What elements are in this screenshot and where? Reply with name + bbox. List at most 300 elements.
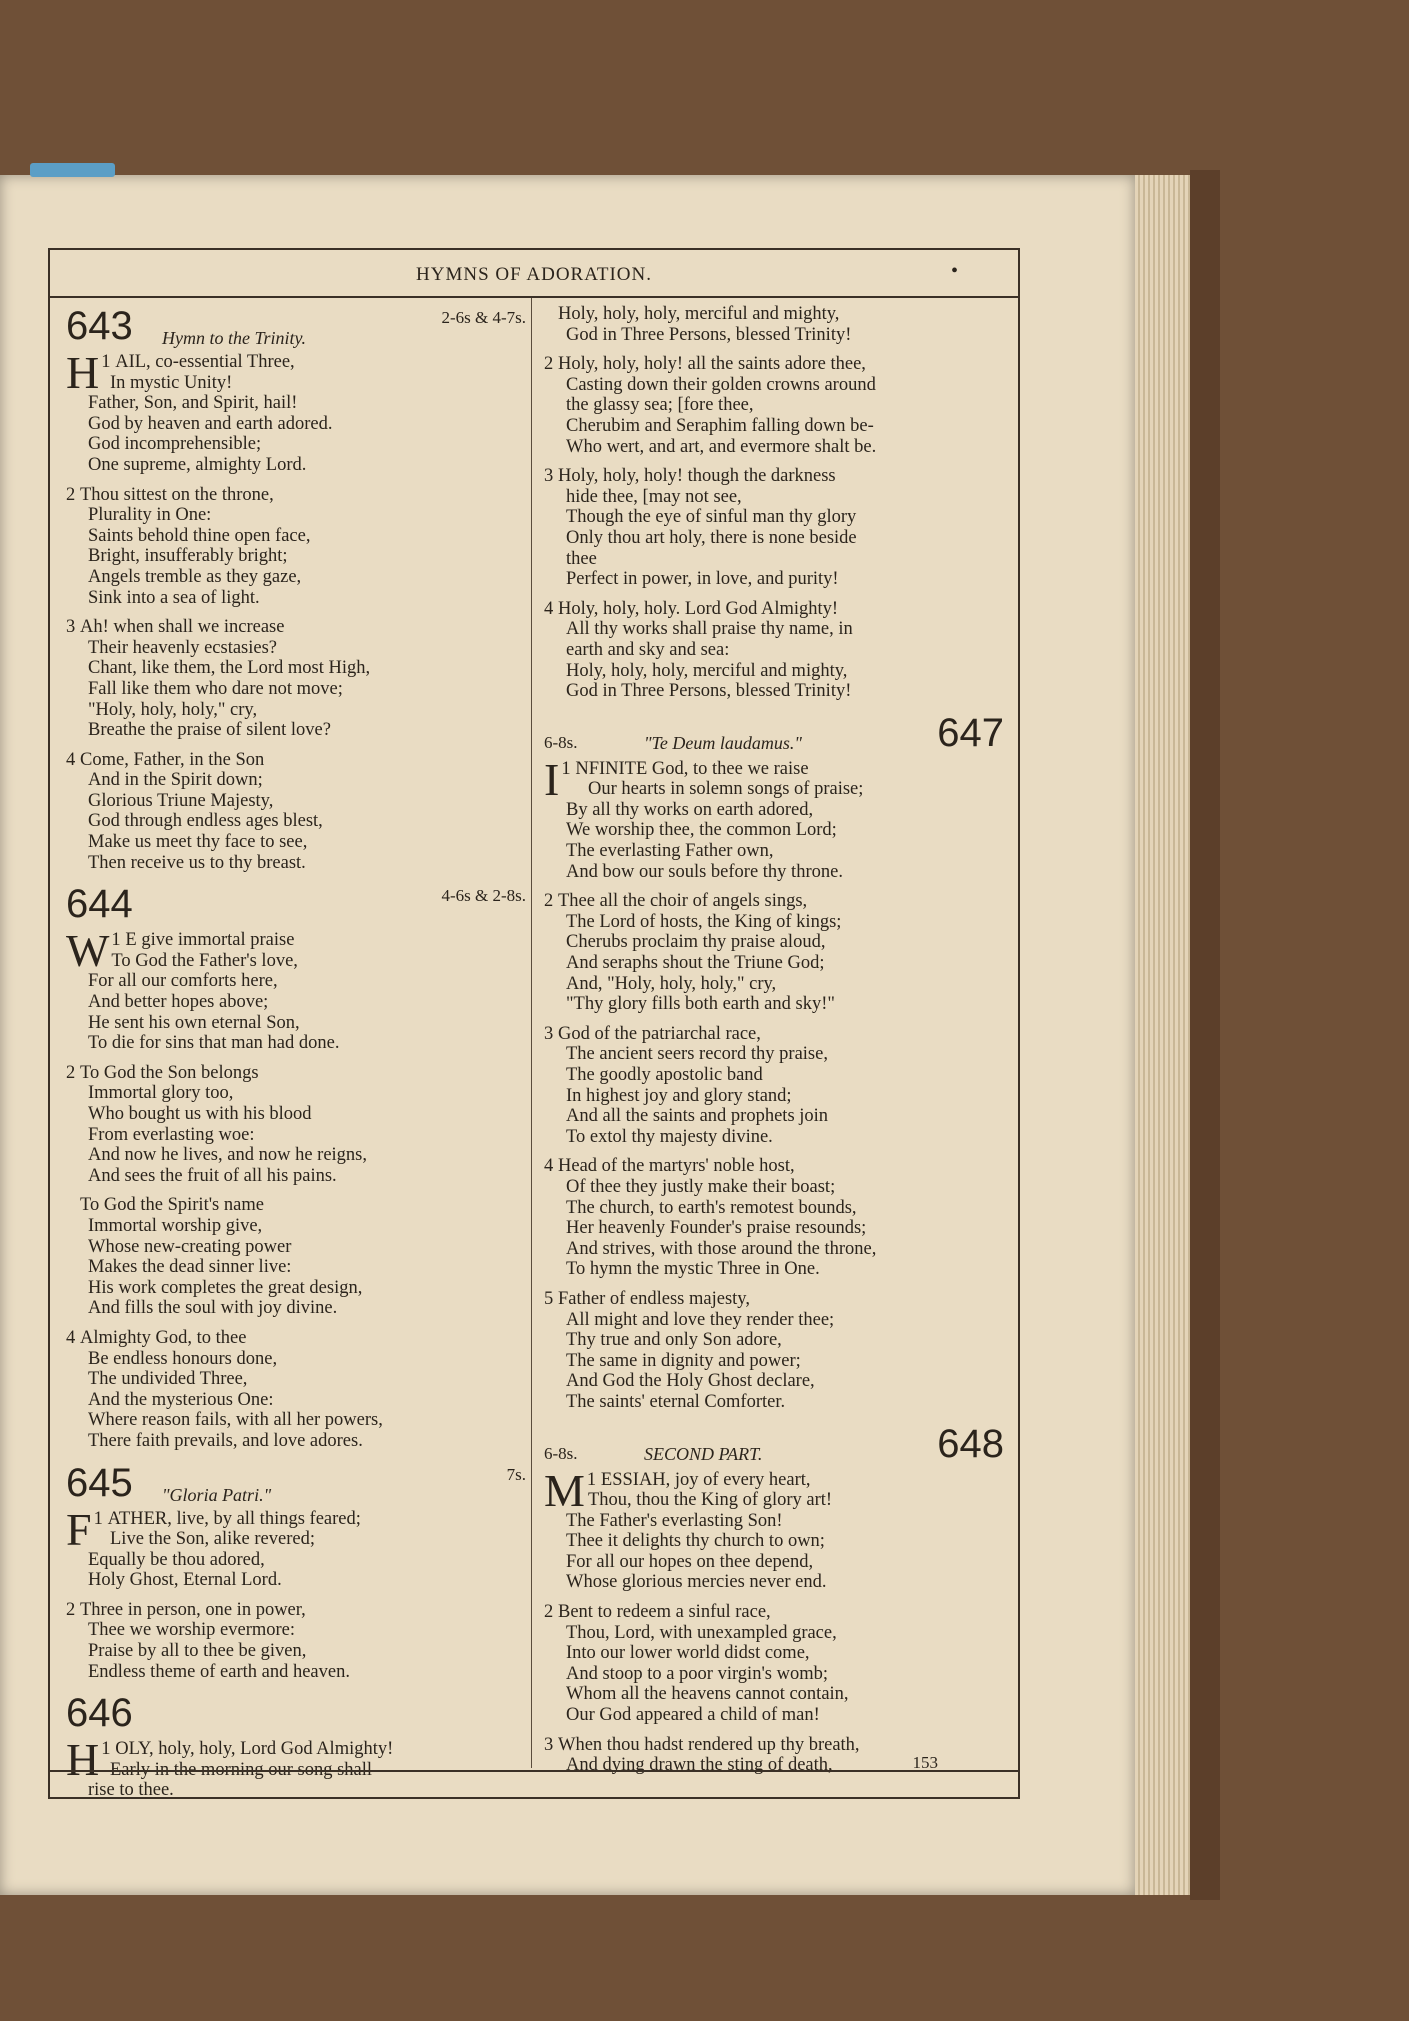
hymn-meter: 6-8s. [544, 1443, 578, 1463]
verse-line [66, 1431, 526, 1452]
verse-text: Of thee they justly make their boast; [566, 1176, 836, 1197]
verse-text: Then receive us to thy breast. [88, 852, 306, 873]
verse-text: Come, Father, in the Son [80, 749, 265, 770]
verse-text: Who wert, and art, and evermore shalt be. [566, 436, 877, 457]
verse-line [544, 1310, 1004, 1331]
verse-text: And God the Holy Ghost declare, [566, 1371, 815, 1392]
verse-line [66, 1166, 526, 1187]
verse-line [66, 750, 526, 771]
verse-text: rise to thee. [88, 1780, 174, 1801]
verse-text: Saints behold thine open face, [88, 525, 311, 546]
verse-text: Live the Son, alike revered; [110, 1529, 315, 1550]
verse-text: To God the Spirit's name [80, 1195, 264, 1216]
hymn-meter: 7s. [506, 1464, 526, 1484]
verse-text: For all our comforts here, [88, 971, 278, 992]
page-edges [1135, 175, 1190, 1895]
verse-text: Holy, holy, holy, merciful and mighty, [566, 660, 848, 681]
stanza-number: 4 [66, 749, 76, 770]
verse-line [544, 1705, 1004, 1726]
drop-capital: M [544, 1464, 585, 1516]
verse-text: Thee all the choir of angels sings, [558, 891, 808, 912]
verse-text: Endless theme of earth and heaven. [88, 1661, 350, 1682]
verse-text: God through endless ages blest, [88, 811, 323, 832]
verse-text: To hymn the mystic Three in One. [566, 1259, 820, 1280]
stanza [544, 599, 1004, 702]
verse-line [544, 619, 1004, 640]
verse-text: Immortal glory too, [88, 1083, 234, 1104]
verse-text: Holy, holy, holy. Lord God Almighty! [558, 598, 839, 619]
hymn-heading [544, 1422, 1004, 1470]
verse-text: And dying drawn the sting of death, [566, 1755, 833, 1776]
verse-line [544, 912, 1004, 933]
verse-line [544, 1371, 1004, 1392]
verse-line [544, 661, 1004, 682]
verse-line [66, 1104, 526, 1125]
verse-text: Breathe the praise of silent love? [88, 720, 331, 741]
verse-line [544, 862, 1004, 883]
verse-line [66, 1620, 526, 1641]
verse-text: In mystic Unity! [110, 372, 233, 393]
left-column [66, 304, 526, 1810]
verse-text: Equally be thou adored, [88, 1549, 265, 1570]
verse-text: AIL, co-essential Three, [115, 352, 295, 372]
verse-line [66, 1063, 526, 1084]
stanza [66, 347, 526, 476]
verse-text: All might and love they render thee; [566, 1309, 835, 1330]
verse-text: The church, to earth's remotest bounds, [566, 1197, 857, 1218]
verse-line [66, 1529, 526, 1550]
verse-line [544, 1177, 1004, 1198]
verse-line [544, 375, 1004, 396]
verse-text: God by heaven and earth adored. [88, 413, 333, 434]
verse-line [66, 1013, 526, 1034]
verse-line [544, 1684, 1004, 1705]
verse-text: And the mysterious One: [88, 1389, 274, 1410]
verse-text: To die for sins that man had done. [88, 1033, 340, 1054]
verse-text: NFINITE God, to thee we raise [575, 758, 809, 779]
verse-text: The goodly apostolic band [566, 1065, 763, 1085]
verse-text: The everlasting Father own, [566, 841, 774, 862]
verse-line [66, 1328, 526, 1349]
verse-text: the glassy sea; [fore thee, [566, 395, 754, 416]
verse-text: Though the eye of sinful man thy glory [566, 507, 857, 528]
stanza-number: 1 [586, 1469, 597, 1490]
stanza [66, 925, 526, 1054]
header-mark: • [950, 260, 958, 282]
verse-line [544, 1490, 1004, 1511]
verse-line [66, 1369, 526, 1390]
verse-text: To extol thy majesty divine. [566, 1126, 773, 1147]
verse-text: And all the saints and prophets join [566, 1106, 829, 1127]
verse-text: Thee it delights thy church to own; [566, 1531, 825, 1552]
verse-line [66, 505, 526, 526]
verse-line [66, 951, 526, 972]
verse-text: By all thy works on earth adored, [566, 799, 814, 820]
stanza [544, 354, 1004, 457]
hymn-number: 643 [66, 304, 133, 348]
verse-text: Bright, insufferably bright; [88, 546, 288, 567]
verse-line [66, 720, 526, 741]
verse-text: Be endless honours done, [88, 1348, 278, 1369]
verse-line [66, 1780, 526, 1801]
page-number: 153 [912, 1753, 938, 1772]
verse-text: And now he lives, and now he reigns, [88, 1145, 367, 1166]
verse-text: Father of endless majesty, [558, 1288, 750, 1309]
verse-line [66, 617, 526, 638]
stanza-number: 3 [544, 1023, 554, 1044]
verse-text: Our God appeared a child of man! [566, 1705, 820, 1726]
verse-line [544, 1198, 1004, 1219]
stanza [544, 304, 1004, 345]
verse-text: Cherubim and Seraphim falling down be- [566, 415, 874, 436]
stanza-number: 1 [93, 1508, 103, 1529]
drop-capital: I [544, 753, 560, 805]
stanza-number: 1 [561, 758, 571, 779]
verse-text: Their heavenly ecstasies? [88, 637, 278, 658]
verse-text: Where reason fails, with all her powers, [88, 1410, 383, 1431]
stanza-number: 2 [544, 891, 554, 912]
verse-text: "Holy, holy, holy," cry, [88, 699, 258, 720]
stanza-number: 2 [544, 1602, 554, 1623]
verse-text: God of the patriarchal race, [558, 1023, 761, 1044]
stanza-number: 3 [544, 466, 554, 487]
verse-line [544, 549, 1004, 570]
verse-line [66, 1237, 526, 1258]
verse-line [544, 1127, 1004, 1148]
verse-text: Head of the martyrs' noble host, [558, 1156, 795, 1177]
verse-line [544, 1106, 1004, 1127]
verse-text: Chant, like them, the Lord most High, [88, 658, 371, 679]
verse-text: The undivided Three, [88, 1369, 248, 1390]
stanza-number: 4 [544, 598, 554, 619]
verse-text: Whose glorious mercies never end. [566, 1572, 827, 1593]
stanza-number: 5 [544, 1288, 554, 1309]
verse-line [544, 395, 1004, 416]
verse-line [66, 393, 526, 414]
verse-text: Almighty God, to thee [80, 1327, 247, 1348]
verse-line [544, 681, 1004, 702]
verse-text: To God the Father's love, [111, 950, 298, 971]
verse-line [66, 770, 526, 791]
verse-line [544, 487, 1004, 508]
right-column [544, 304, 1004, 1785]
verse-line [544, 1531, 1004, 1552]
verse-line [544, 1511, 1004, 1532]
verse-text: Makes the dead sinner live: [88, 1257, 292, 1278]
verse-text: Bent to redeem a sinful race, [558, 1602, 771, 1623]
verse-line [66, 1390, 526, 1411]
verse-text: And, "Holy, holy, holy," cry, [566, 973, 777, 994]
verse-line [66, 1083, 526, 1104]
verse-line [544, 466, 1004, 487]
verse-line [544, 1602, 1004, 1623]
stanza [544, 466, 1004, 590]
drop-capital: H [66, 1734, 100, 1786]
stanza [544, 891, 1004, 1015]
verse-text: Fall like them who dare not move; [88, 678, 343, 699]
verse-line [66, 700, 526, 721]
hymn-title: SECOND PART. [644, 1443, 763, 1464]
verse-text: Glorious Triune Majesty, [88, 790, 274, 811]
verse-line [66, 588, 526, 609]
hymn-number: 648 [937, 1421, 1004, 1466]
verse-text: Three in person, one in power, [80, 1599, 306, 1620]
verse-line [66, 1195, 526, 1216]
column-divider [531, 298, 532, 1768]
hymn-title: Hymn to the Trinity. [162, 328, 306, 348]
verse-text: The saints' eternal Comforter. [566, 1391, 786, 1412]
verse-line [544, 640, 1004, 661]
verse-line [544, 569, 1004, 590]
verse-text: Holy, holy, holy! though the darkness [558, 466, 836, 487]
stanza [66, 485, 526, 609]
verse-line [544, 507, 1004, 528]
verse-text: OLY, holy, holy, Lord God Almighty! [115, 1739, 394, 1760]
verse-text: God incomprehensible; [88, 434, 262, 455]
verse-text: Her heavenly Founder's praise resounds; [566, 1218, 867, 1239]
drop-capital: F [66, 1503, 92, 1555]
verse-line [544, 800, 1004, 821]
verse-line [544, 974, 1004, 995]
bottom-rule [50, 1770, 1018, 1772]
verse-text: In highest joy and glory stand; [566, 1085, 792, 1106]
stanza-number: 2 [66, 1062, 76, 1083]
verse-line [66, 414, 526, 435]
verse-text: Perfect in power, in love, and purity! [566, 569, 839, 590]
verse-line [66, 1216, 526, 1237]
hymn-heading [66, 1691, 526, 1739]
verse-text: The ancient seers record thy praise, [566, 1044, 828, 1065]
verse-text: ATHER, live, by all things feared; [107, 1508, 361, 1529]
verse-text: Angels tremble as they gaze, [88, 566, 302, 587]
verse-line [544, 416, 1004, 437]
verse-line [66, 1298, 526, 1319]
hymn-heading [66, 304, 526, 352]
verse-line [66, 811, 526, 832]
stanza [544, 753, 1004, 883]
verse-text: Plurality in One: [88, 505, 212, 526]
verse-line [66, 1349, 526, 1370]
verse-text: Sink into a sea of light. [88, 587, 260, 608]
verse-line [544, 1392, 1004, 1413]
verse-text: And sees the fruit of all his pains. [88, 1165, 337, 1186]
verse-line [544, 1289, 1004, 1310]
verse-text: We worship thee, the common Lord; [566, 820, 837, 841]
verse-text: God in Three Persons, blessed Trinity! [566, 681, 852, 702]
verse-line [66, 658, 526, 679]
verse-line [544, 1643, 1004, 1664]
verse-line [66, 526, 526, 547]
verse-line [544, 1351, 1004, 1372]
verse-text: Thy true and only Son adore, [566, 1330, 782, 1351]
verse-line [544, 932, 1004, 953]
verse-text: Father, Son, and Spirit, hail! [88, 393, 298, 414]
verse-text: earth and sky and sea: [566, 639, 730, 660]
hymn-heading [544, 711, 1004, 759]
stanza [66, 1600, 526, 1682]
verse-text: Whom all the heavens cannot contain, [566, 1684, 849, 1705]
stanza [66, 1328, 526, 1452]
stanza [544, 1464, 1004, 1594]
verse-text: From everlasting woe: [88, 1124, 255, 1145]
bookmark-ribbon [30, 163, 115, 177]
verse-line [66, 1278, 526, 1299]
verse-text: Holy, holy, holy, merciful and mighty, [558, 304, 840, 324]
verse-text: The Father's everlasting Son! [566, 1510, 783, 1531]
stanza [66, 1195, 526, 1319]
stanza-number: 4 [66, 1327, 76, 1348]
running-header: HYMNS OF ADORATION. [416, 264, 652, 285]
verse-line [66, 1550, 526, 1571]
verse-text: There faith prevails, and love adores. [88, 1430, 363, 1451]
verse-text: And bow our souls before thy throne. [566, 861, 843, 882]
verse-line [544, 1664, 1004, 1685]
stanza [66, 617, 526, 741]
hymn-heading [66, 882, 526, 930]
verse-line [544, 1065, 1004, 1086]
verse-text: Only thou art holy, there is none beside [566, 527, 857, 548]
verse-text: Whose new-creating power [88, 1236, 292, 1257]
drop-capital: H [66, 347, 100, 398]
stanza-number: 4 [544, 1156, 554, 1177]
verse-text: Our hearts in solemn songs of praise; [588, 779, 864, 800]
verse-line [66, 1033, 526, 1054]
verse-text: And fills the soul with joy divine. [88, 1298, 338, 1319]
verse-text: "Thy glory fills both earth and sky!" [566, 994, 835, 1015]
verse-line [544, 1552, 1004, 1573]
verse-text: Holy, holy, holy! all the saints adore thee, [558, 354, 866, 375]
verse-line [66, 992, 526, 1013]
verse-line [66, 1662, 526, 1683]
verse-text: When thou hadst rendered up thy breath, [558, 1734, 860, 1755]
verse-line [66, 485, 526, 506]
hymn-title: "Gloria Patri." [162, 1484, 272, 1505]
stanza-number: 3 [66, 617, 76, 638]
stanza [544, 1289, 1004, 1413]
verse-line [544, 820, 1004, 841]
verse-line [544, 994, 1004, 1015]
hymn-number: 645 [66, 1460, 133, 1505]
verse-line [544, 325, 1004, 346]
verse-line [66, 455, 526, 476]
hymn-heading [66, 1461, 526, 1509]
verse-line [544, 1156, 1004, 1177]
verse-text: And strives, with those around the throne, [566, 1238, 877, 1259]
stanza-number: 2 [544, 354, 554, 375]
verse-text: thee [566, 548, 597, 569]
verse-text: Who bought us with his blood [88, 1104, 312, 1124]
verse-text: Thou, Lord, with unexampled grace, [566, 1622, 837, 1643]
verse-line [544, 953, 1004, 974]
verse-text: Thou, thou the King of glory art! [588, 1490, 833, 1511]
verse-line [66, 1125, 526, 1146]
verse-line [66, 1570, 526, 1591]
verse-text: ESSIAH, joy of every heart, [600, 1469, 811, 1490]
verse-text: For all our hopes on thee depend, [566, 1551, 814, 1572]
verse-line [544, 1044, 1004, 1065]
verse-line [544, 779, 1004, 800]
verse-text: And stoop to a poor virgin's womb; [566, 1663, 828, 1684]
verse-line [66, 679, 526, 700]
verse-line [66, 434, 526, 455]
verse-text: Cherubs proclaim thy praise aloud, [566, 932, 826, 953]
hymn-meter: 2-6s & 4-7s. [441, 308, 526, 327]
hymn-meter: 4-6s & 2-8s. [441, 886, 526, 906]
text-frame [48, 248, 1020, 1799]
stanza-number: 1 [101, 1739, 111, 1760]
verse-line [544, 1086, 1004, 1107]
verse-line [544, 1330, 1004, 1351]
verse-text: All thy works shall praise thy name, in [566, 619, 853, 640]
verse-text: And better hopes above; [88, 992, 269, 1013]
verse-text: hide thee, [may not see, [566, 486, 742, 507]
stanza-number: 2 [66, 484, 76, 505]
verse-line [544, 304, 1004, 325]
stanza-number: 3 [544, 1734, 554, 1755]
verse-line [544, 891, 1004, 912]
verse-line [66, 567, 526, 588]
verse-text: One supreme, almighty Lord. [88, 454, 307, 475]
verse-line [66, 1600, 526, 1621]
verse-line [544, 1259, 1004, 1280]
verse-text: His work completes the great design, [88, 1277, 363, 1298]
stanza [544, 1602, 1004, 1726]
verse-text: Immortal worship give, [88, 1215, 263, 1236]
verse-line [544, 599, 1004, 620]
verse-text: The Lord of hosts, the King of kings; [566, 911, 842, 932]
book-cover-edge [1190, 170, 1220, 1900]
stanza-number: 2 [66, 1599, 76, 1620]
verse-text: God in Three Persons, blessed Trinity! [566, 324, 852, 345]
verse-text: Make us meet thy face to see, [88, 832, 308, 853]
verse-line [544, 437, 1004, 458]
verse-line [544, 1239, 1004, 1260]
verse-line [66, 832, 526, 853]
hymn-number: 646 [66, 1691, 133, 1736]
verse-line [66, 1257, 526, 1278]
verse-text: Into our lower world didst come, [566, 1643, 810, 1664]
drop-capital: W [66, 925, 110, 977]
verse-line [544, 1623, 1004, 1644]
stanza [544, 1024, 1004, 1148]
verse-line [66, 1145, 526, 1166]
verse-line [66, 1641, 526, 1662]
stanza-number: 1 [111, 930, 121, 951]
stanza [66, 1063, 526, 1187]
stanza-number: 1 [101, 352, 111, 372]
verse-line [544, 528, 1004, 549]
verse-text: He sent his own eternal Son, [88, 1012, 300, 1033]
hymn-number: 644 [66, 882, 133, 927]
verse-text: Praise by all to thee be given, [88, 1641, 307, 1662]
verse-line [544, 1024, 1004, 1045]
verse-text: E give immortal praise [125, 930, 295, 951]
verse-text: Holy Ghost, Eternal Lord. [88, 1570, 282, 1591]
stanza [66, 1503, 526, 1591]
verse-text: Thou sittest on the throne, [80, 484, 274, 505]
verse-text: And in the Spirit down; [88, 770, 263, 791]
verse-text: Thee we worship evermore: [88, 1620, 296, 1641]
verse-line [66, 373, 526, 394]
verse-text: Ah! when shall we increase [80, 617, 285, 638]
verse-line [544, 841, 1004, 862]
verse-line [66, 1410, 526, 1431]
verse-text: And seraphs shout the Triune God; [566, 953, 825, 974]
verse-text: To God the Son belongs [80, 1062, 259, 1083]
verse-text: Early in the morning our song shall [110, 1759, 373, 1780]
hymn-number: 647 [937, 710, 1004, 755]
verse-line [66, 791, 526, 812]
